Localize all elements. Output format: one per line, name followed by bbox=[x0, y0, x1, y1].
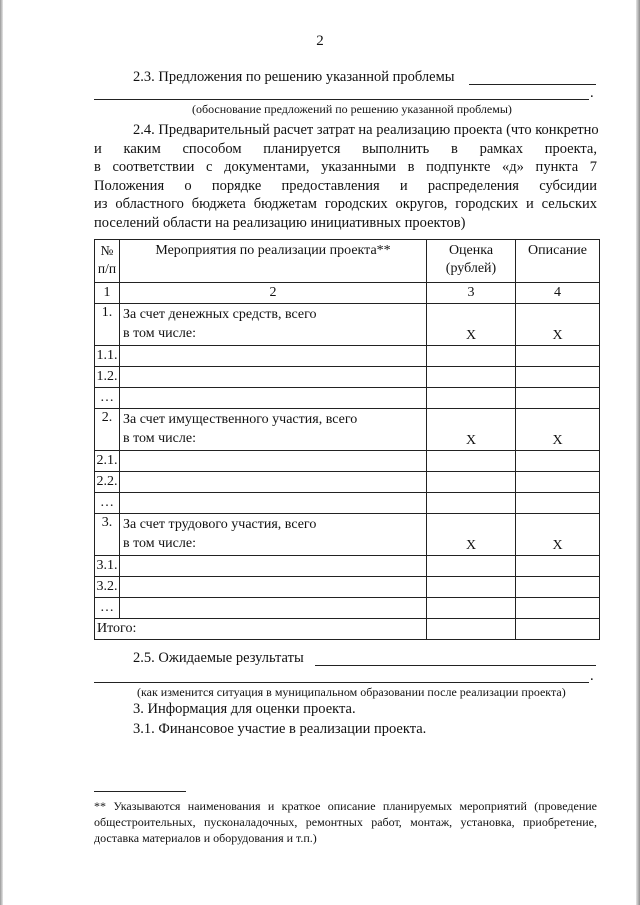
footnote-text: ** Указываются наименования и краткое описание планируемых мероприятий (проведение общестроительных, пусконаладочных, ремонтных работ, монтаж, установка, приобретение, доставка материалов и оборудования и т.п.) bbox=[94, 799, 597, 845]
row-description-cell bbox=[516, 388, 600, 409]
row-estimate-cell bbox=[427, 472, 516, 493]
section-num-cell: 3. bbox=[95, 514, 120, 556]
row-num-cell: … bbox=[95, 493, 120, 514]
section-2-5-caption: (как изменится ситуация в муниципальном образовании после реализации проекта) bbox=[137, 685, 566, 699]
cost-estimate-table bbox=[94, 239, 600, 640]
section-title-cell bbox=[120, 304, 427, 346]
row-activity-cell bbox=[120, 493, 427, 514]
header-description-cell: Описание bbox=[516, 240, 600, 283]
footnote-separator bbox=[94, 791, 186, 792]
section-2-4-line-1: 2.4. Предварительный расчет затрат на реализацию проекта (что конкретно bbox=[133, 122, 599, 138]
table-row bbox=[95, 598, 600, 619]
total-description-cell bbox=[516, 619, 600, 640]
row-description-cell bbox=[516, 556, 600, 577]
header-num-cell bbox=[95, 240, 120, 283]
table-section-row bbox=[95, 514, 600, 556]
col-number-2: 2 bbox=[120, 283, 427, 304]
row-description-cell bbox=[516, 493, 600, 514]
row-description-cell bbox=[516, 472, 600, 493]
section-2-3-end-mark: . bbox=[590, 85, 594, 101]
row-description-cell bbox=[516, 577, 600, 598]
section-2-3-fill-line-2 bbox=[94, 99, 589, 100]
table-row bbox=[95, 451, 600, 472]
row-num-cell: 2.1. bbox=[95, 451, 120, 472]
table-total-row bbox=[95, 619, 600, 640]
section-2-3-heading: 2.3. Предложения по решению указанной проблемы bbox=[133, 69, 455, 85]
table-section-row bbox=[95, 409, 600, 451]
section-title-cell bbox=[120, 409, 427, 451]
row-activity-cell bbox=[120, 388, 427, 409]
row-activity-cell bbox=[120, 556, 427, 577]
header-num-line-1: № bbox=[100, 243, 114, 258]
table-header-row bbox=[95, 240, 600, 283]
row-num-cell: 2.2. bbox=[95, 472, 120, 493]
table-row bbox=[95, 556, 600, 577]
row-description-cell bbox=[516, 598, 600, 619]
header-estimate-line-2: (рублей) bbox=[445, 261, 497, 276]
total-estimate-cell bbox=[427, 619, 516, 640]
section-subtitle: в том числе: bbox=[123, 326, 196, 341]
row-activity-cell bbox=[120, 577, 427, 598]
section-num-cell: 1. bbox=[95, 304, 120, 346]
table-row bbox=[95, 388, 600, 409]
page-number: 2 bbox=[316, 33, 324, 49]
section-estimate-cell: X bbox=[427, 514, 516, 556]
row-activity-cell bbox=[120, 367, 427, 388]
row-estimate-cell bbox=[427, 556, 516, 577]
scan-edge-right bbox=[636, 0, 640, 905]
row-activity-cell bbox=[120, 598, 427, 619]
section-2-5-fill-line-2 bbox=[94, 682, 589, 683]
row-activity-cell bbox=[120, 472, 427, 493]
header-estimate-cell bbox=[427, 240, 516, 283]
row-estimate-cell bbox=[427, 367, 516, 388]
row-num-cell: … bbox=[95, 388, 120, 409]
section-description-cell: X bbox=[516, 514, 600, 556]
table-row bbox=[95, 346, 600, 367]
section-2-5-fill-line bbox=[315, 665, 596, 666]
row-activity-cell bbox=[120, 346, 427, 367]
col-number-3: 3 bbox=[427, 283, 516, 304]
section-title: За счет денежных средств, всего bbox=[123, 307, 317, 322]
section-estimate-cell: X bbox=[427, 304, 516, 346]
header-num-line-2: п/п bbox=[97, 261, 117, 276]
row-estimate-cell bbox=[427, 346, 516, 367]
section-subtitle: в том числе: bbox=[123, 536, 196, 551]
row-num-cell: 3.1. bbox=[95, 556, 120, 577]
row-num-cell: 1.2. bbox=[95, 367, 120, 388]
section-2-4-line-6: поселений области на реализацию инициативных проектов) bbox=[94, 214, 466, 231]
header-estimate-line-1: Оценка bbox=[448, 243, 494, 258]
row-description-cell bbox=[516, 367, 600, 388]
row-activity-cell bbox=[120, 451, 427, 472]
section-description-cell: X bbox=[516, 304, 600, 346]
section-3-1-heading: 3.1. Финансовое участие в реализации проекта. bbox=[133, 721, 427, 737]
section-title-cell bbox=[120, 514, 427, 556]
table-row bbox=[95, 472, 600, 493]
section-2-4-line-2: и каким способом планируется выполнить в рамках проекта, bbox=[94, 140, 597, 157]
section-estimate-cell: X bbox=[427, 409, 516, 451]
row-num-cell: 3.2. bbox=[95, 577, 120, 598]
table-section-row bbox=[95, 304, 600, 346]
row-estimate-cell bbox=[427, 451, 516, 472]
scan-edge-left bbox=[0, 0, 3, 905]
section-2-4-line-3: в соответствии с документами, указанными в подпункте «д» пункта 7 bbox=[94, 159, 597, 175]
section-subtitle: в том числе: bbox=[123, 431, 196, 446]
section-2-5-end-mark: . bbox=[590, 668, 594, 684]
section-title: За счет трудового участия, всего bbox=[123, 517, 317, 532]
row-num-cell: 1.1. bbox=[95, 346, 120, 367]
row-estimate-cell bbox=[427, 598, 516, 619]
section-description-cell: X bbox=[516, 409, 600, 451]
header-activities-cell: Мероприятия по реализации проекта** bbox=[120, 240, 427, 283]
section-2-3-caption: (обоснование предложений по решению указанной проблемы) bbox=[192, 102, 512, 116]
table-row bbox=[95, 493, 600, 514]
table-row bbox=[95, 367, 600, 388]
row-estimate-cell bbox=[427, 388, 516, 409]
section-2-3-fill-line bbox=[469, 84, 596, 85]
section-2-4-paragraph bbox=[94, 121, 597, 232]
row-num-cell: … bbox=[95, 598, 120, 619]
col-number-1: 1 bbox=[95, 283, 120, 304]
col-number-4: 4 bbox=[516, 283, 600, 304]
section-3-heading: 3. Информация для оценки проекта. bbox=[133, 701, 356, 717]
table-row bbox=[95, 577, 600, 598]
row-description-cell bbox=[516, 451, 600, 472]
section-num-cell: 2. bbox=[95, 409, 120, 451]
section-2-4-line-4: Положения о порядке предоставления и распределения субсидии bbox=[94, 177, 597, 194]
column-number-row bbox=[95, 283, 600, 304]
section-2-5-heading: 2.5. Ожидаемые результаты bbox=[133, 650, 304, 666]
row-description-cell bbox=[516, 346, 600, 367]
section-2-4-line-5: из областного бюджета бюджетам городских округов, городских и сельских bbox=[94, 196, 597, 212]
row-estimate-cell bbox=[427, 577, 516, 598]
total-label-cell: Итого: bbox=[95, 619, 427, 640]
section-title: За счет имущественного участия, всего bbox=[123, 412, 358, 427]
row-estimate-cell bbox=[427, 493, 516, 514]
